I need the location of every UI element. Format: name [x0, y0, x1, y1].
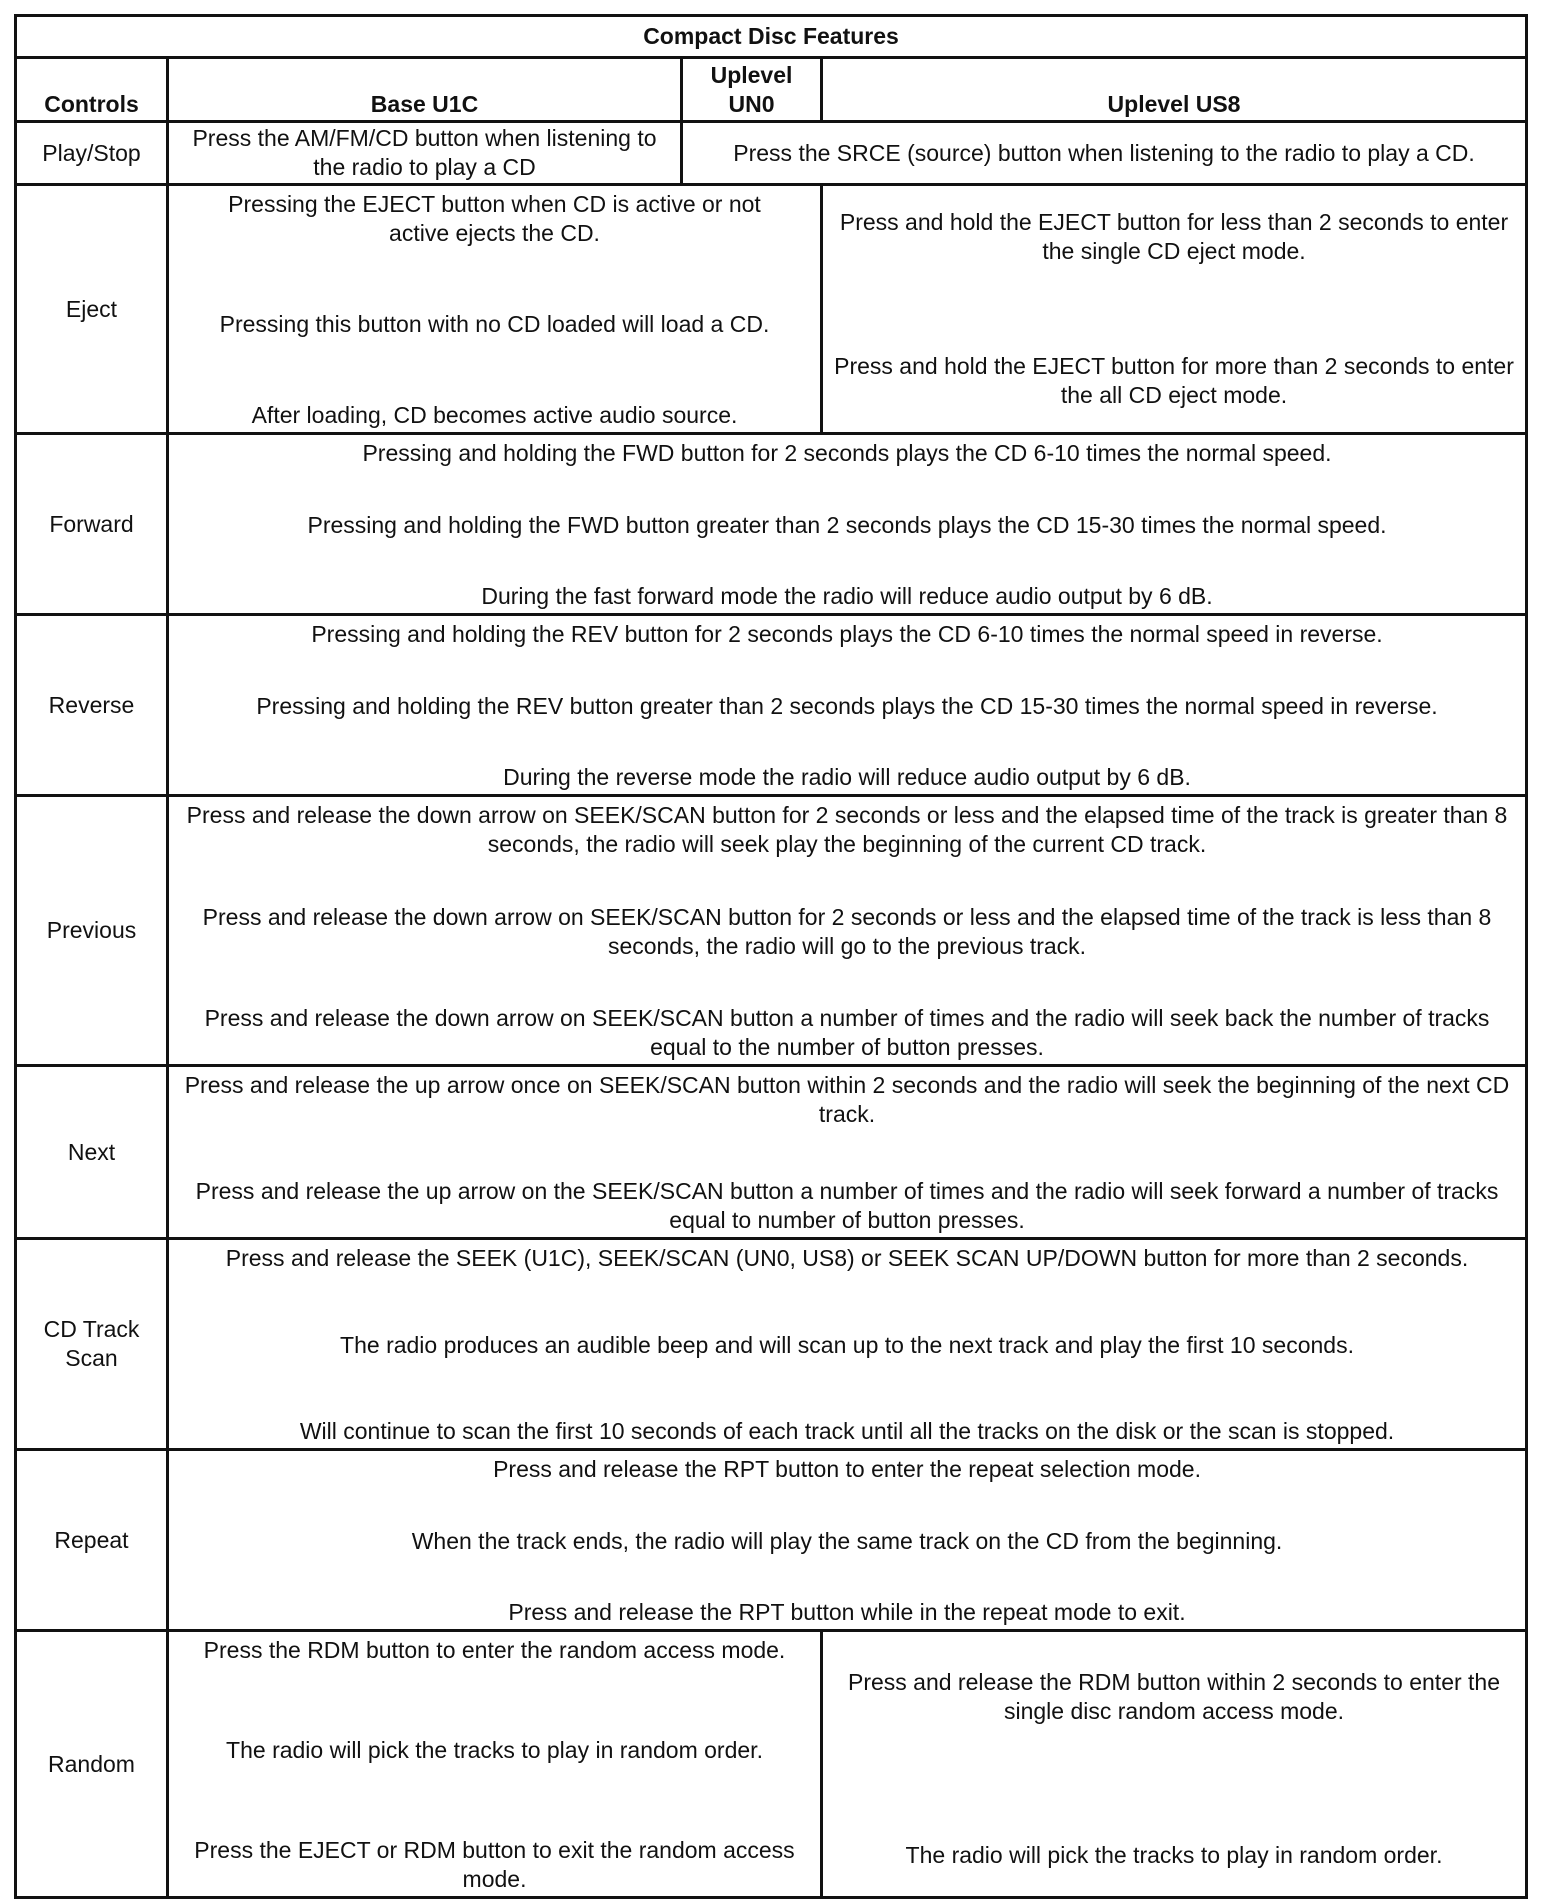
control-label-cd-track-scan: CD Track Scan: [16, 1239, 168, 1450]
table-row: [16, 185, 1527, 434]
control-label-reverse: Reverse: [16, 615, 168, 796]
next-text-1: Press and release the up arrow once on SEEK/SCAN button within 2 seconds and the radio will seek the beginning of the next CD track.: [184, 1072, 1510, 1127]
repeat-text-3: Press and release the RPT button while in the repeat mode to exit.: [508, 1599, 1186, 1625]
forward-text-3: During the fast forward mode the radio will reduce audio output by 6 dB.: [481, 583, 1213, 609]
table-row: [16, 1239, 1527, 1450]
repeat-cell: [168, 1450, 1527, 1631]
random-us8-cell: [822, 1631, 1527, 1898]
control-label-next: Next: [16, 1066, 168, 1239]
repeat-text-1: Press and release the RPT button to enter the repeat selection mode.: [493, 1456, 1201, 1482]
play-uplevel-cell: Press the SRCE (source) button when listening to the radio to play a CD.: [682, 122, 1527, 185]
previous-cell: [168, 796, 1527, 1066]
control-label-eject: Eject: [16, 185, 168, 434]
forward-text-1: Pressing and holding the FWD button for 2 seconds plays the CD 6-10 times the normal speed.: [362, 440, 1332, 466]
eject-us8-cell: [822, 185, 1527, 434]
scan-text-1: Press and release the SEEK (U1C), SEEK/SCAN (UN0, US8) or SEEK SCAN UP/DOWN button for more than 2 seconds.: [225, 1245, 1469, 1271]
reverse-text-2: Pressing and holding the REV button greater than 2 seconds plays the CD 15-30 times the normal speed in reverse.: [256, 692, 1438, 719]
table-row: [16, 122, 1527, 185]
play-base-cell: Press the AM/FM/CD button when listening to the radio to play a CD: [168, 122, 682, 185]
table-row: [16, 1631, 1527, 1898]
table-title-row: [16, 16, 1527, 58]
eject-base-text-3: After loading, CD becomes active audio source.: [251, 402, 738, 428]
compact-disc-features-table: [14, 14, 1528, 1899]
previous-text-3: Press and release the down arrow on SEEK/SCAN button a number of times and the radio will seek back the number of tracks equal to the number of button presses.: [204, 1005, 1490, 1060]
reverse-text-3: During the reverse mode the radio will reduce audio output by 6 dB.: [503, 764, 1191, 790]
header-controls: Controls: [16, 58, 168, 122]
scan-text-2: The radio produces an audible beep and will scan up to the next track and play the first 10 seconds.: [340, 1331, 1354, 1358]
table-row: [16, 1066, 1527, 1239]
reverse-cell: [168, 615, 1527, 796]
header-uplevel-us8: Uplevel US8: [822, 58, 1527, 122]
eject-base-text-1: Pressing the EJECT button when CD is active or not active ejects the CD.: [228, 191, 761, 246]
table-row: [16, 1450, 1527, 1631]
eject-base-cell: [168, 185, 822, 434]
control-label-random: Random: [16, 1631, 168, 1898]
scan-text-3: Will continue to scan the first 10 seconds of each track until all the tracks on the disk or the scan is stopped.: [299, 1418, 1395, 1444]
header-uplevel-un0: Uplevel UN0: [682, 58, 822, 122]
control-label-play-stop: Play/Stop: [16, 122, 168, 185]
eject-base-text-2: Pressing this button with no CD loaded will load a CD.: [219, 311, 770, 337]
repeat-text-2: When the track ends, the radio will play the same track on the CD from the beginning.: [411, 1527, 1283, 1554]
random-base-text-1: Press the RDM button to enter the random access mode.: [203, 1637, 786, 1663]
table-row: [16, 615, 1527, 796]
previous-text-2: Press and release the down arrow on SEEK/SCAN button for 2 seconds or less and the elapsed time of the track is less than 8 seconds, the radio will go to the previous track.: [202, 903, 1492, 959]
control-label-previous: Previous: [16, 796, 168, 1066]
control-label-forward: Forward: [16, 434, 168, 615]
eject-us8-text-2: Press and hold the EJECT button for more than 2 seconds to enter the all CD eject mode.: [834, 353, 1514, 408]
random-us8-text-1: Press and release the RDM button within 2 seconds to enter the single disc random access mode.: [847, 1669, 1501, 1724]
table-row: [16, 434, 1527, 615]
random-base-cell: [168, 1631, 822, 1898]
forward-cell: [168, 434, 1527, 615]
next-cell: [168, 1066, 1527, 1239]
random-base-text-3: Press the EJECT or RDM button to exit the random access mode.: [194, 1837, 795, 1892]
next-text-2: Press and release the up arrow on the SEEK/SCAN button a number of times and the radio will seek forward a number of tracks equal to number of button presses.: [195, 1178, 1499, 1233]
eject-us8-text-1: Press and hold the EJECT button for less than 2 seconds to enter the single CD eject mode.: [839, 209, 1509, 264]
control-label-repeat: Repeat: [16, 1450, 168, 1631]
random-base-text-2: The radio will pick the tracks to play in random order.: [226, 1737, 763, 1763]
previous-text-1: Press and release the down arrow on SEEK/SCAN button for 2 seconds or less and the elapsed time of the track is greater than 8 seconds, the radio will seek play the beginning of the current CD track.: [186, 802, 1508, 857]
table-row: [16, 796, 1527, 1066]
reverse-text-1: Pressing and holding the REV button for 2 seconds plays the CD 6-10 times the normal speed in reverse.: [311, 621, 1383, 647]
table-title: Compact Disc Features: [16, 16, 1527, 58]
table-header-row: [16, 58, 1527, 122]
forward-text-2: Pressing and holding the FWD button greater than 2 seconds plays the CD 15-30 times the normal speed.: [307, 511, 1387, 538]
header-base-u1c: Base U1C: [168, 58, 682, 122]
random-us8-text-2: The radio will pick the tracks to play in random order.: [905, 1842, 1443, 1868]
scan-cell: [168, 1239, 1527, 1450]
